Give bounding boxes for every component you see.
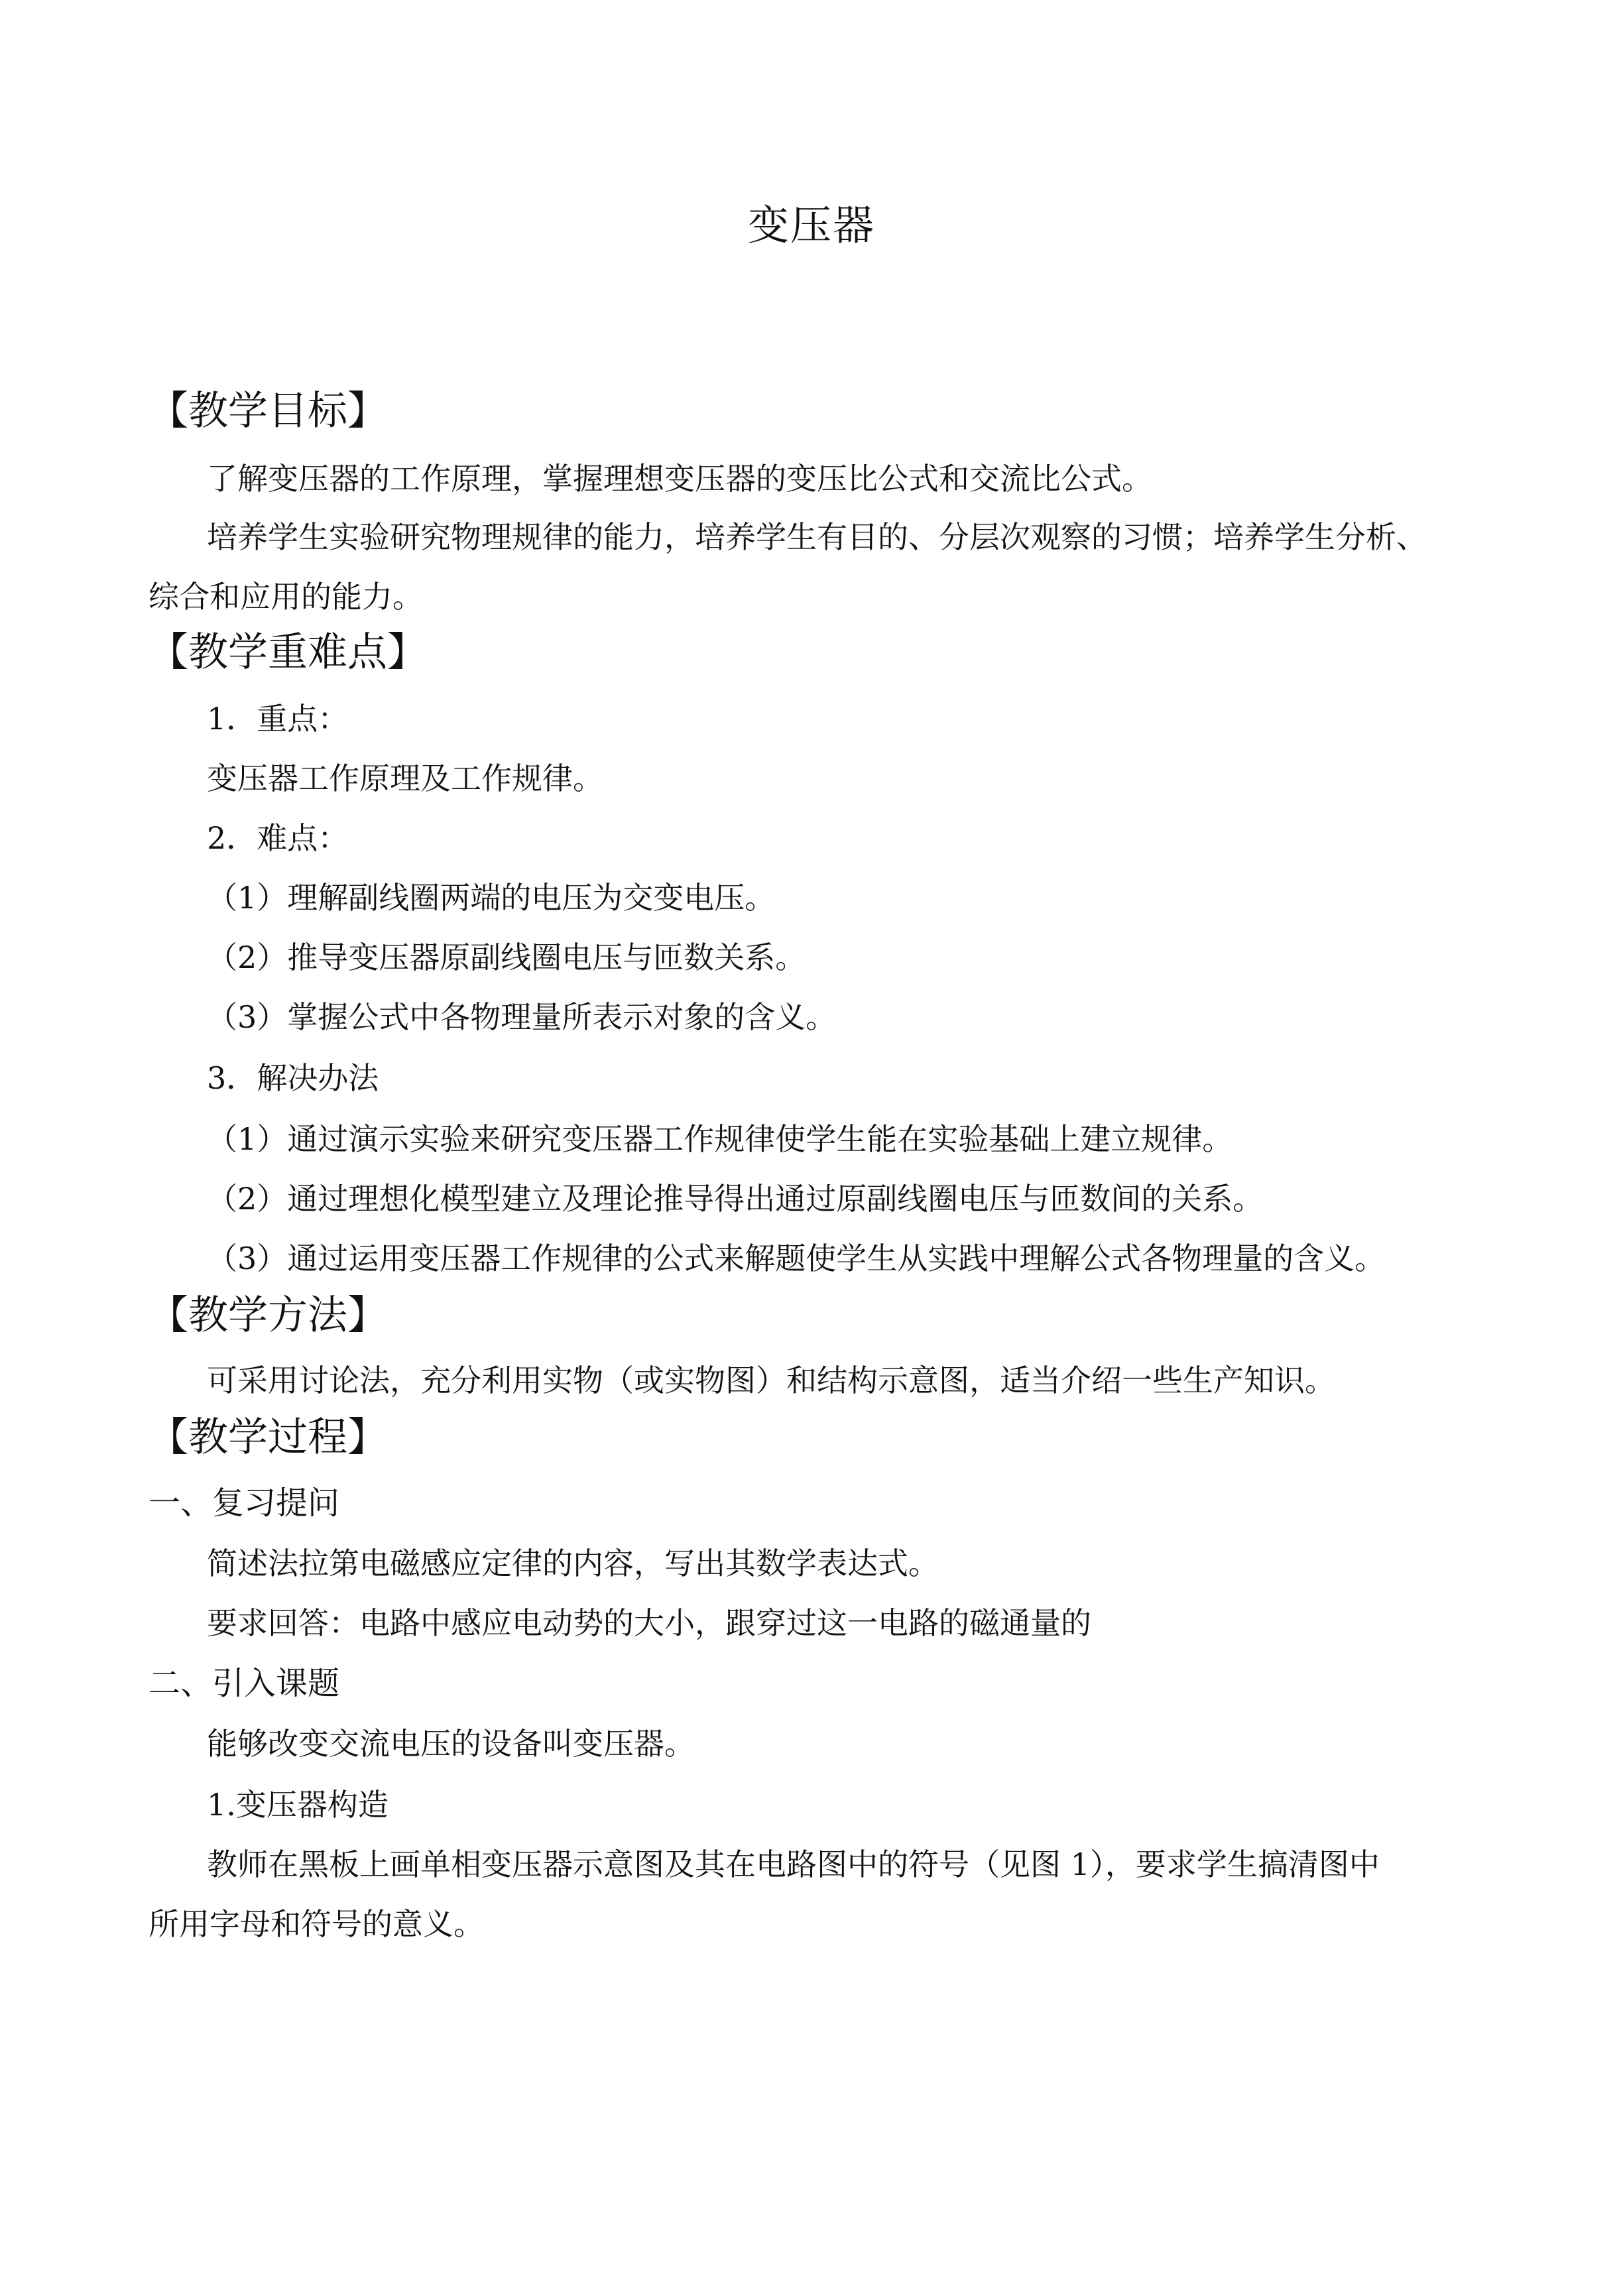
objectives-paragraph-2-line-2: 综合和应用的能力。 <box>149 579 423 615</box>
difficulty-item-3: （3）掌握公式中各物理量所表示对象的含义。 <box>207 999 837 1035</box>
difficulty-item-1: （1）理解副线圈两端的电压为交变电压。 <box>207 880 776 916</box>
process-part-2-paragraph-2-line-1: 教师在黑板上画单相变压器示意图及其在电路图中的符号（见图 1），要求学生搞清图中 <box>207 1846 1380 1882</box>
section-heading-process: 【教学过程】 <box>149 1414 387 1461</box>
process-part-2-heading: 二、引入课题 <box>149 1665 340 1702</box>
process-part-1-heading: 一、复习提问 <box>149 1484 340 1522</box>
objectives-paragraph-2-line-1: 培养学生实验研究物理规律的能力，培养学生有目的、分层次观察的习惯；培养学生分析、 <box>207 519 1427 555</box>
difficulty-item-2: （2）推导变压器原副线圈电压与匝数关系。 <box>207 939 806 975</box>
methods-paragraph: 可采用讨论法，充分利用实物（或实物图）和结构示意图，适当介绍一些生产知识。 <box>207 1362 1335 1398</box>
key-point-text: 变压器工作原理及工作规律。 <box>207 760 603 796</box>
section-heading-methods: 【教学方法】 <box>149 1292 387 1339</box>
process-part-1-paragraph-1: 简述法拉第电磁感应定律的内容，写出其数学表达式。 <box>207 1545 939 1581</box>
process-part-2-subheading: 1.变压器构造 <box>207 1787 389 1823</box>
process-part-2-paragraph-1: 能够改变交流电压的设备叫变压器。 <box>207 1726 695 1762</box>
key-point-label: 1．重点： <box>207 701 349 737</box>
difficulty-label: 2．难点： <box>207 820 349 856</box>
section-heading-objectives: 【教学目标】 <box>149 388 387 434</box>
document-title: 变压器 <box>747 201 875 249</box>
section-heading-key-points: 【教学重难点】 <box>149 629 427 676</box>
objectives-paragraph-1: 了解变压器的工作原理，掌握理想变压器的变压比公式和交流比公式。 <box>207 461 1152 497</box>
process-part-1-paragraph-2: 要求回答：电路中感应电动势的大小，跟穿过这一电路的磁通量的 <box>207 1605 1091 1641</box>
solution-label: 3．解决办法 <box>207 1060 379 1096</box>
solution-item-2: （2）通过理想化模型建立及理论推导得出通过原副线圈电压与匝数间的关系。 <box>207 1181 1264 1217</box>
process-part-2-paragraph-2-line-2: 所用字母和符号的意义。 <box>149 1906 484 1942</box>
solution-item-1: （1）通过演示实验来研究变压器工作规律使学生能在实验基础上建立规律。 <box>207 1121 1233 1157</box>
solution-item-3: （3）通过运用变压器工作规律的公式来解题使学生从实践中理解公式各物理量的含义。 <box>207 1240 1386 1276</box>
